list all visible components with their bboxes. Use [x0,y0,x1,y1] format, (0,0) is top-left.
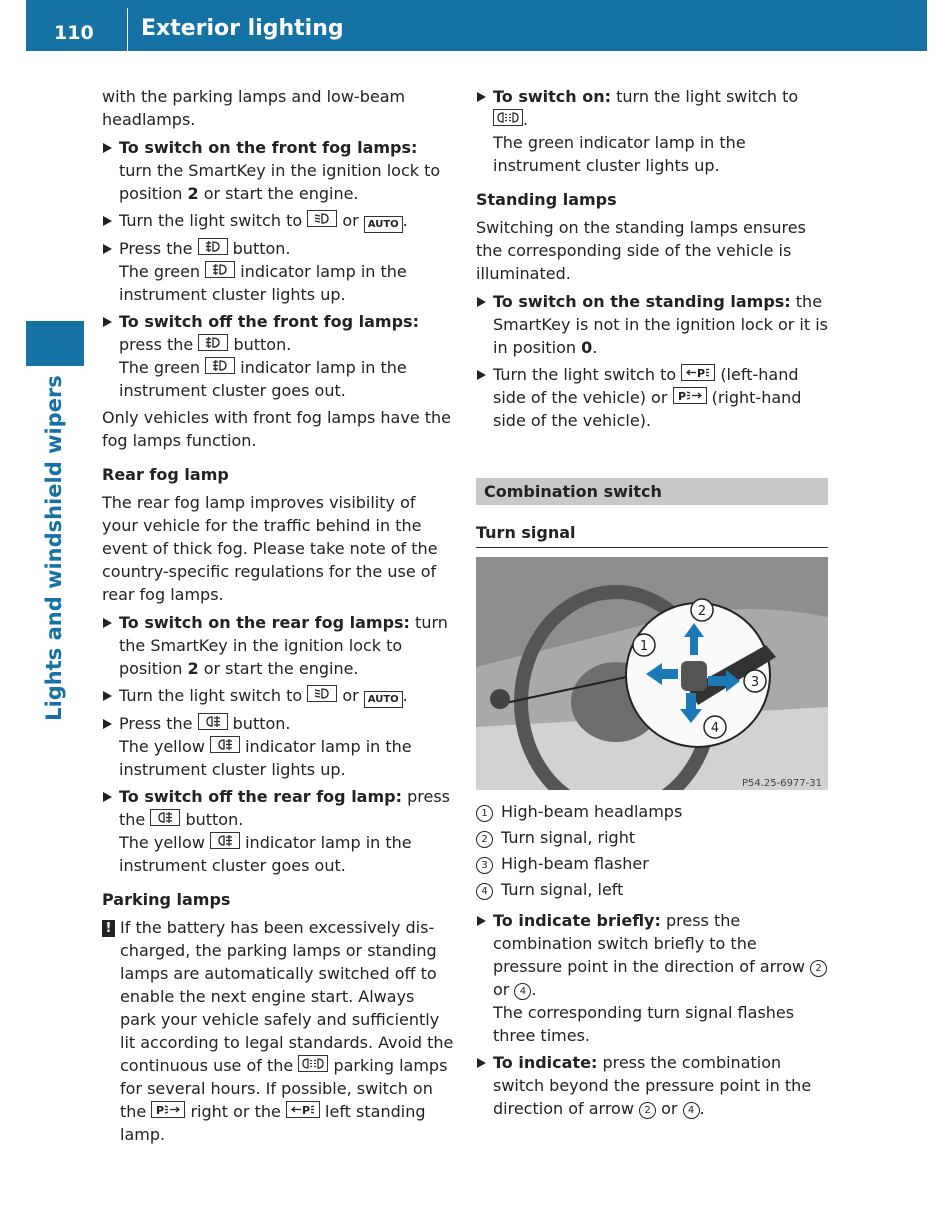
standing-lamps-text: Switching on the standing lamps ensures the corresponding side of the vehicle is illuminated. [476,218,806,283]
page-number: 110 [54,22,94,44]
page-title: Exterior lighting [141,16,344,41]
rear-fog-lamp-icon [210,736,240,753]
warning-text: parking lamps for several hours. If possible, switch on the [120,1056,448,1121]
svg-text:P: P [156,1104,165,1115]
position-number: 2 [187,659,199,678]
step-indicate-briefly [476,909,828,1047]
step-text: turn the SmartKey in the ignition lock to position [119,161,441,203]
step-text: The green indicator lamp in the instrument cluster lights up. [493,133,746,175]
step-text: button. [232,239,291,258]
callout-number: 2 [476,831,493,848]
step-text: press the [119,335,194,354]
step-bold: To switch off the rear fog lamp: [119,787,402,806]
step-press-fog-button [102,237,454,306]
parking-lamps-heading: Parking lamps [102,890,231,909]
sidebar-chapter-label: Lights and windshield wipers [42,375,66,721]
step-text: Turn the light switch to [493,365,677,384]
warning-text: left standing lamp. [120,1102,426,1144]
step-bold: To switch on: [493,87,612,106]
step-text: The green [119,358,201,377]
step-text: or [342,686,359,705]
parking-lamp-icon [493,109,523,126]
callout-number: 4 [683,1102,700,1119]
right-standing-lamp-icon [673,387,707,404]
auto-light-icon: AUTO [364,691,403,708]
step-text: the SmartKey is not in the ignition lock or it is in position [493,292,829,357]
step-text: button. [232,714,291,733]
step-text: or start the engine. [203,184,359,203]
step-light-switch: Turn the light switch to or AUTO . [102,209,454,233]
callout-number: 2 [639,1102,656,1119]
svg-text:2: 2 [697,604,707,619]
step-text: button. [233,335,292,354]
step-front-fog-off [102,310,454,402]
step-text: The yellow [119,833,205,852]
step-indicate [476,1051,828,1120]
svg-text:P: P [301,1104,310,1115]
step-text: or [342,211,359,230]
front-fog-lamp-icon [205,357,235,374]
step-standing-on [476,290,828,359]
step-text: or [493,980,510,999]
step-parking-on [476,85,828,177]
step-text: The yellow [119,737,205,756]
step-text: . [699,1099,705,1118]
legend-item [476,852,828,875]
step-text: Turn the light switch to [119,686,303,705]
step-text: button. [185,810,244,829]
header-divider [127,8,128,51]
position-number: 0 [581,338,593,357]
combination-switch-figure [476,557,828,790]
callout-number: 4 [476,883,493,900]
front-fog-lamp-icon [198,238,228,255]
step-text: turn the SmartKey in the ignition lock to position [119,613,448,678]
parking-lamp-icon [298,1055,328,1072]
step-text: Turn the light switch to [119,211,303,230]
callout-number: 2 [810,960,827,977]
step-text: (left-hand side of the vehicle) or [493,365,799,407]
step-text: or [661,1099,678,1118]
step-text: . [592,338,598,357]
step-text: turn the light switch to [616,87,799,106]
turn-signal-heading: Turn signal [476,521,828,548]
step-text: indicator lamp in the instrument cluster lights up. [119,737,412,779]
step-text: . [531,980,537,999]
battery-warning [102,916,454,1146]
svg-text:3: 3 [750,675,760,690]
section-band: Combination switch [476,478,828,505]
svg-text:1: 1 [639,639,649,654]
callout-number: 4 [514,983,531,1000]
step-bold: To switch on the rear fog lamps: [119,613,410,632]
rear-fog-lamp-icon [150,809,180,826]
left-standing-lamp-icon [286,1101,320,1118]
left-column [102,85,454,1146]
step-text: indicator lamp in the instrument cluster lights up. [119,262,407,304]
step-text: The corresponding turn signal flashes three times. [493,1003,795,1045]
step-rear-fog-off [102,785,454,877]
step-front-fog-on [102,136,454,205]
step-text: press the [119,787,450,829]
legend-text: Turn signal, right [501,828,636,847]
right-standing-lamp-icon [151,1101,185,1118]
step-text: indicator lamp in the instrument cluster goes out. [119,833,412,875]
page-header [26,0,927,51]
front-fog-lamp-icon [205,261,235,278]
sidebar-tab [26,321,84,366]
step-light-switch-2: Turn the light switch to or AUTO . [102,684,454,708]
step-press-rear-fog [102,712,454,781]
step-text: Press the [119,239,193,258]
figure-code: P54.25-6977-31 [741,778,822,789]
low-beam-icon [307,210,337,227]
auto-light-icon: AUTO [364,216,403,233]
step-text: The green [119,262,201,281]
step-text: or start the engine. [203,659,359,678]
step-bold: To switch on the front fog lamps: [119,138,418,157]
fog-note: Only vehicles with front fog lamps have the fog lamps function. [102,408,451,450]
legend-item [476,800,828,823]
rear-fog-lamp-icon [210,832,240,849]
right-column [476,85,828,1124]
step-bold: To switch off the front fog lamps: [119,312,419,331]
standing-lamps-heading: Standing lamps [476,190,617,209]
legend-text: Turn signal, left [501,880,624,899]
legend-text: High-beam headlamps [501,802,683,821]
svg-text:P: P [677,390,686,401]
step-text: Press the [119,714,193,733]
intro-text: with the parking lamps and low-beam headlamps. [102,87,406,129]
svg-text:P: P [697,367,706,378]
step-bold: To indicate briefly: [493,911,661,930]
step-text: . [523,110,529,129]
rear-fog-lamp-icon [198,713,228,730]
legend-text: High-beam flasher [501,854,649,873]
svg-text:4: 4 [710,721,720,736]
low-beam-icon [307,685,337,702]
step-bold: To switch on the standing lamps: [493,292,791,311]
step-text: press the combination switch beyond the pressure point in the direction of arrow [493,1053,812,1118]
left-standing-lamp-icon [681,364,715,381]
rear-fog-heading: Rear fog lamp [102,465,229,484]
warning-text: If the battery has been excessively discharged, the parking lamps or standing lamps are automatically switched off to enable the next engine start. Always park your vehicle safely and sufficiently lit according to legal standards. Avoid the continuous use of the [120,918,454,1075]
warning-text: right or the [190,1102,281,1121]
position-number: 2 [187,184,199,203]
front-fog-lamp-icon [198,334,228,351]
warning-icon: ! [102,920,115,937]
step-text: (right-hand side of the vehicle). [493,388,802,430]
step-bold: To indicate: [493,1053,598,1072]
callout-number: 1 [476,805,493,822]
legend-item [476,878,828,901]
step-rear-fog-on [102,611,454,680]
rear-fog-text: The rear fog lamp improves visibility of your vehicle for the traffic behind in the event of thick fog. Please take note of the country-specific regulations for the use of rear fog lamps. [102,493,438,604]
step-text: indicator lamp in the instrument cluster goes out. [119,358,407,400]
step-text: press the combination switch briefly to the pressure point in the direction of arrow [493,911,806,976]
combination-switch-illustration [476,557,828,790]
legend-item [476,826,828,849]
callout-number: 3 [476,857,493,874]
step-standing-switch [476,363,828,432]
